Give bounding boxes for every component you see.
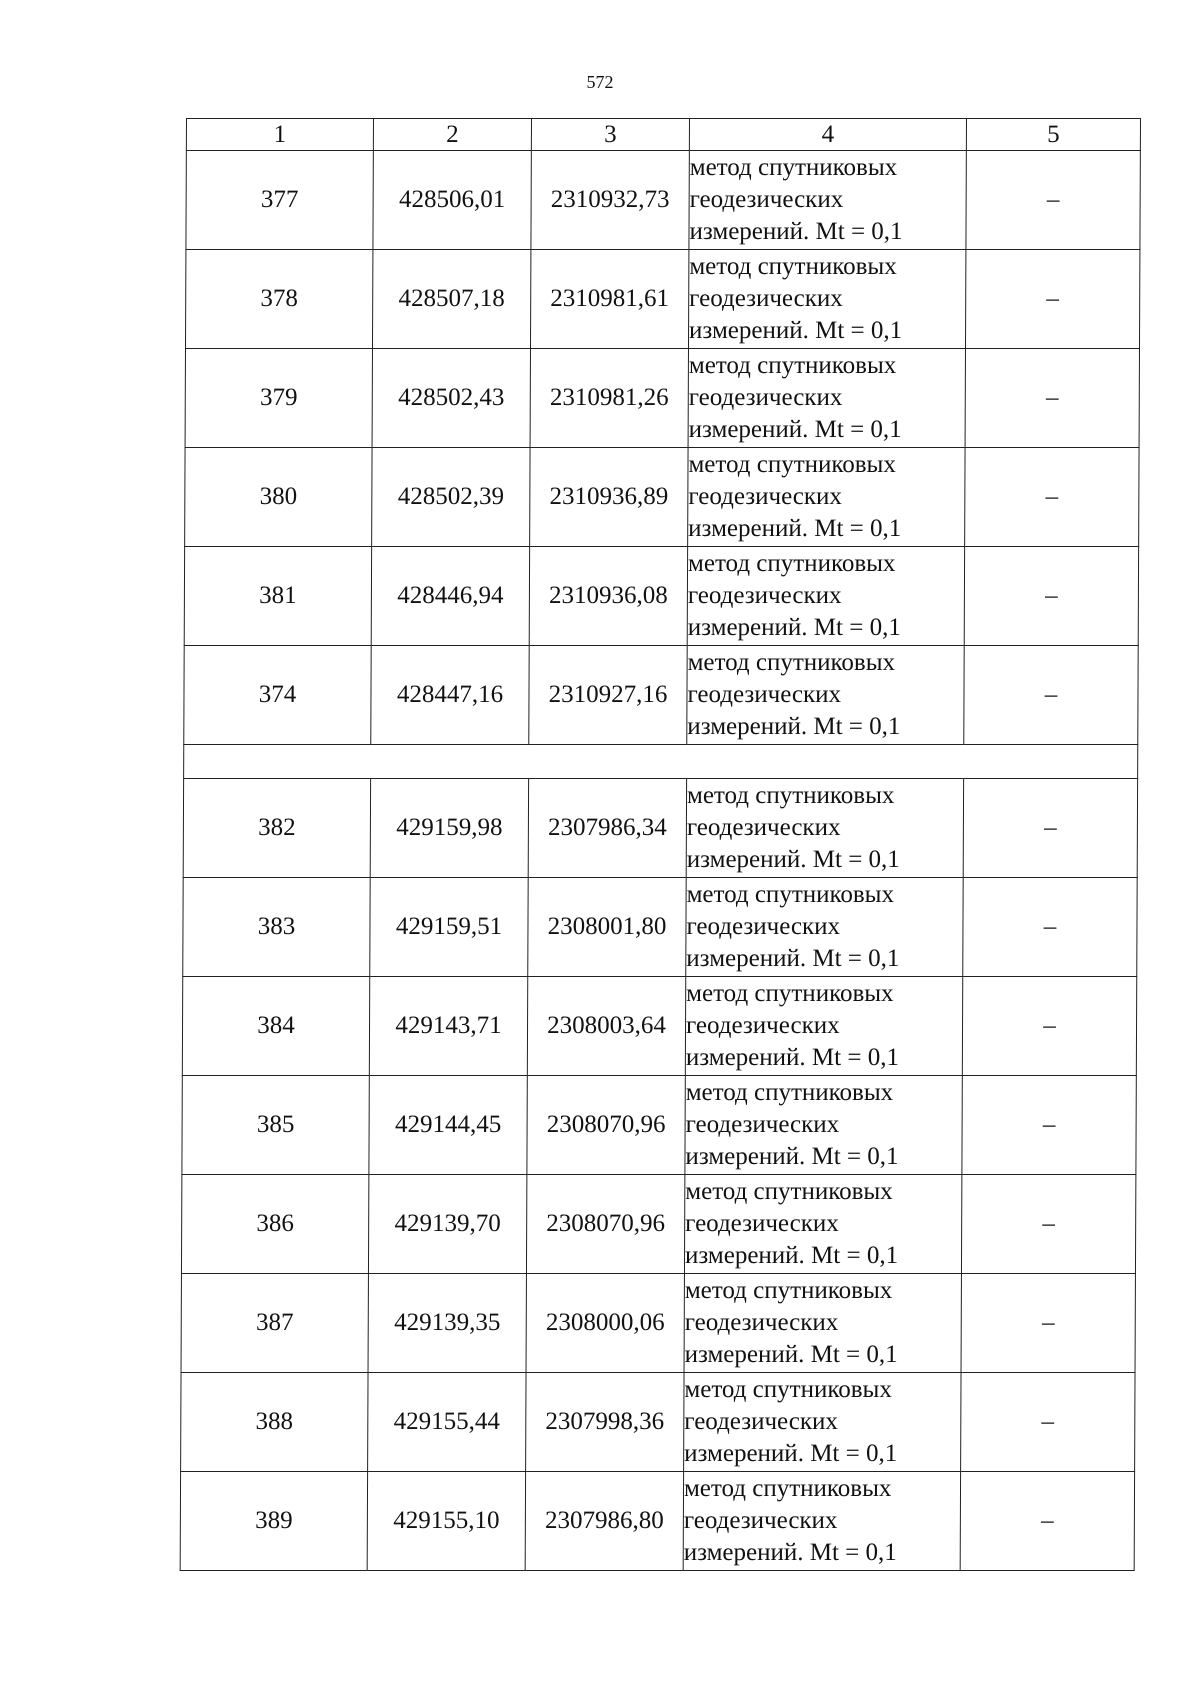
method-line: измерений. Mt = 0,1: [686, 846, 900, 873]
method-description-cell: [686, 779, 963, 878]
method-line: геодезических: [688, 384, 843, 411]
point-number-cell: 378: [185, 250, 372, 349]
method-line: метод спутниковых: [686, 980, 894, 1007]
table-row: [182, 1076, 1136, 1175]
method-line: геодезических: [689, 285, 843, 312]
separator-cell: [184, 745, 1138, 779]
table-row: [181, 1175, 1135, 1274]
point-number-cell: 385: [182, 1076, 369, 1175]
y-coordinate-cell: 2308001,80: [528, 878, 686, 977]
method-line: геодезических: [683, 1507, 838, 1534]
table-header-row: [186, 119, 1140, 151]
method-line: измерений. Mt = 0,1: [684, 1440, 898, 1467]
method-description-cell: [686, 878, 963, 977]
y-coordinate-cell: 2310936,08: [529, 547, 687, 646]
table-row: [184, 547, 1138, 646]
method-line: геодезических: [685, 1111, 840, 1138]
y-coordinate-cell: 2308000,06: [526, 1274, 684, 1373]
x-coordinate-cell: 429144,45: [369, 1076, 527, 1175]
point-number-cell: 380: [185, 448, 372, 547]
note-cell: –: [965, 250, 1139, 349]
method-line: геодезических: [689, 186, 844, 213]
table-row: [184, 646, 1138, 745]
method-line: измерений. Mt = 0,1: [687, 713, 901, 740]
y-coordinate-cell: 2307998,36: [526, 1373, 684, 1472]
point-number-cell: 381: [184, 547, 371, 646]
table-row: [186, 151, 1140, 250]
method-line: измерений. Mt = 0,1: [683, 1539, 897, 1566]
method-description-cell: [688, 448, 965, 547]
method-description-cell: [687, 646, 964, 745]
page-number: 572: [586, 72, 614, 92]
note-cell: –: [964, 646, 1138, 745]
point-number-cell: 384: [182, 977, 369, 1076]
method-line: измерений. Mt = 0,1: [684, 1242, 899, 1269]
note-cell: –: [960, 1472, 1134, 1571]
method-line: метод спутниковых: [686, 782, 895, 809]
method-line: метод спутниковых: [684, 1376, 892, 1403]
note-cell: –: [961, 1274, 1135, 1373]
method-line: метод спутниковых: [684, 1277, 893, 1304]
x-coordinate-cell: 428446,94: [371, 547, 529, 646]
table-row: [181, 1373, 1135, 1472]
method-line: геодезических: [687, 582, 842, 609]
point-number-cell: 379: [185, 349, 372, 448]
method-line: метод спутниковых: [685, 1178, 893, 1205]
method-line: геодезических: [684, 1309, 839, 1336]
note-cell: –: [962, 977, 1136, 1076]
method-line: геодезических: [686, 814, 841, 841]
note-cell: –: [965, 448, 1139, 547]
method-line: геодезических: [684, 1408, 838, 1435]
method-line: метод спутниковых: [689, 253, 897, 280]
note-cell: –: [961, 1373, 1135, 1472]
x-coordinate-cell: 429159,51: [370, 878, 528, 977]
y-coordinate-cell: 2308070,96: [527, 1076, 685, 1175]
table-row: [185, 448, 1139, 547]
method-line: измерений. Mt = 0,1: [685, 1044, 900, 1071]
method-description-cell: [688, 349, 965, 448]
x-coordinate-cell: 428506,01: [373, 151, 531, 250]
x-coordinate-cell: 429139,70: [368, 1175, 526, 1274]
header-cell-3: 3: [531, 119, 689, 151]
method-description-cell: [685, 1076, 962, 1175]
method-line: метод спутниковых: [686, 881, 895, 908]
y-coordinate-cell: 2310936,89: [530, 448, 688, 547]
header-cell-4: 4: [689, 119, 966, 151]
x-coordinate-cell: 429155,44: [368, 1373, 526, 1472]
point-number-cell: 383: [183, 878, 370, 977]
note-cell: –: [965, 349, 1139, 448]
y-coordinate-cell: 2308003,64: [527, 977, 685, 1076]
header-cell-2: 2: [373, 119, 531, 151]
method-description-cell: [684, 1274, 961, 1373]
method-line: геодезических: [688, 483, 843, 510]
method-line: измерений. Mt = 0,1: [689, 317, 903, 344]
method-line: геодезических: [686, 913, 841, 940]
method-line: измерений. Mt = 0,1: [687, 614, 901, 641]
method-description-cell: [688, 250, 965, 349]
method-line: геодезических: [687, 681, 842, 708]
point-number-cell: 387: [181, 1274, 368, 1373]
point-number-cell: 377: [186, 151, 373, 250]
method-description-cell: [685, 977, 962, 1076]
note-cell: –: [963, 878, 1137, 977]
header-cell-1: 1: [186, 119, 373, 151]
x-coordinate-cell: 429143,71: [369, 977, 527, 1076]
point-number-cell: 388: [181, 1373, 368, 1472]
point-number-cell: 386: [181, 1175, 368, 1274]
method-line: геодезических: [685, 1210, 839, 1237]
y-coordinate-cell: 2310927,16: [529, 646, 687, 745]
y-coordinate-cell: 2310932,73: [531, 151, 689, 250]
method-line: измерений. Mt = 0,1: [688, 416, 902, 443]
x-coordinate-cell: 428447,16: [371, 646, 529, 745]
method-description-cell: [689, 151, 966, 250]
method-line: метод спутниковых: [687, 550, 896, 577]
x-coordinate-cell: 429159,98: [370, 779, 528, 878]
method-line: метод спутниковых: [688, 352, 897, 379]
x-coordinate-cell: 428507,18: [372, 250, 530, 349]
method-description-cell: [683, 1472, 960, 1571]
note-cell: –: [961, 1175, 1135, 1274]
note-cell: –: [963, 779, 1137, 878]
method-line: измерений. Mt = 0,1: [685, 1143, 899, 1170]
table-body: [180, 119, 1140, 1571]
x-coordinate-cell: 429139,35: [368, 1274, 526, 1373]
x-coordinate-cell: 428502,39: [372, 448, 530, 547]
method-description-cell: [684, 1373, 961, 1472]
table-row: [185, 349, 1139, 448]
coordinates-table: [180, 118, 1141, 1571]
note-cell: –: [962, 1076, 1136, 1175]
table-row: [181, 1274, 1135, 1373]
method-line: геодезических: [685, 1012, 840, 1039]
point-number-cell: 382: [183, 779, 370, 878]
y-coordinate-cell: 2310981,26: [530, 349, 688, 448]
method-line: измерений. Mt = 0,1: [684, 1341, 898, 1368]
method-line: измерений. Mt = 0,1: [688, 515, 902, 542]
point-number-cell: 374: [184, 646, 371, 745]
header-cell-5: 5: [966, 119, 1140, 151]
y-coordinate-cell: 2310981,61: [530, 250, 688, 349]
method-description-cell: [687, 547, 964, 646]
table-row: [182, 977, 1136, 1076]
table-row: [180, 1472, 1134, 1571]
method-line: измерений. Mt = 0,1: [686, 945, 900, 972]
y-coordinate-cell: 2307986,80: [525, 1472, 683, 1571]
x-coordinate-cell: 428502,43: [372, 349, 530, 448]
y-coordinate-cell: 2307986,34: [528, 779, 686, 878]
method-line: метод спутниковых: [689, 154, 898, 181]
table-row: [185, 250, 1139, 349]
table-row: [183, 779, 1137, 878]
method-line: метод спутниковых: [687, 649, 896, 676]
point-number-cell: 389: [180, 1472, 367, 1571]
method-line: метод спутниковых: [685, 1079, 894, 1106]
x-coordinate-cell: 429155,10: [367, 1472, 525, 1571]
table-row: [183, 878, 1137, 977]
method-line: метод спутниковых: [688, 451, 896, 478]
group-separator-row: [184, 745, 1138, 779]
method-description-cell: [684, 1175, 961, 1274]
note-cell: –: [964, 547, 1138, 646]
method-line: метод спутниковых: [683, 1475, 892, 1502]
method-line: измерений. Mt = 0,1: [689, 218, 903, 245]
note-cell: –: [966, 151, 1140, 250]
y-coordinate-cell: 2308070,96: [526, 1175, 684, 1274]
